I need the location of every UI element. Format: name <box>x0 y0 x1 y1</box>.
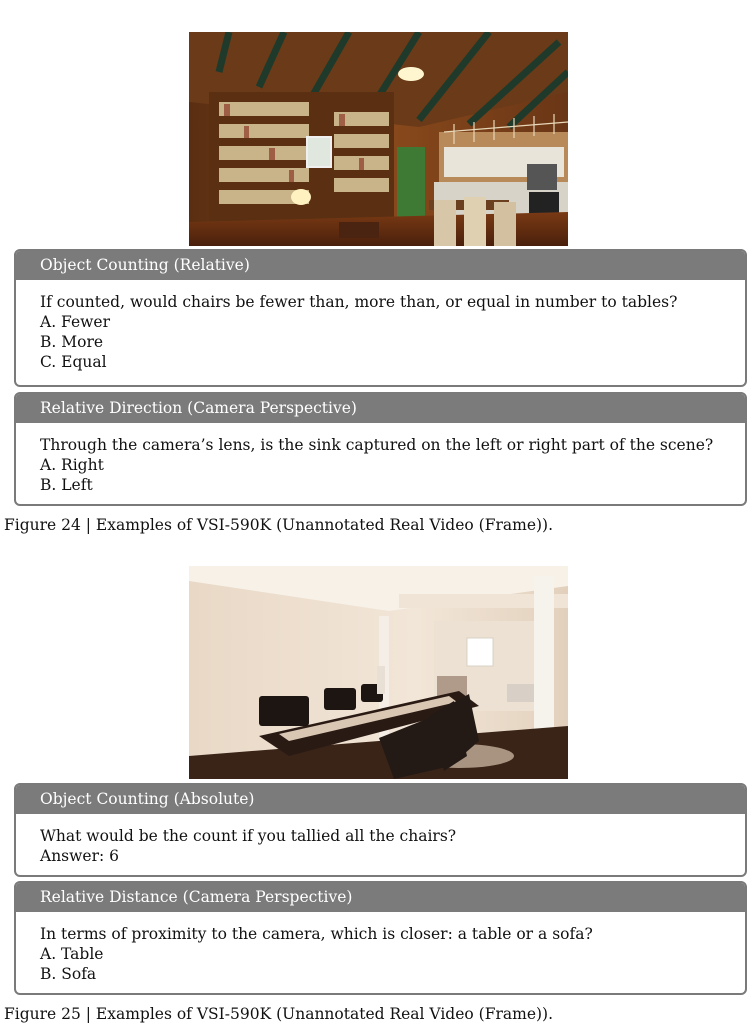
box-body <box>16 814 745 866</box>
question-text: What would be the count if you tallied all the chairs? <box>40 827 457 845</box>
dining-room-photo <box>189 566 568 779</box>
object-counting-absolute-box <box>14 783 747 877</box>
question-text: Through the camera’s lens, is the sink captured on the left or right part of the scene? <box>40 436 714 454</box>
option-a: A. Fewer <box>40 313 110 331</box>
box-body <box>16 280 745 372</box>
box-body <box>16 423 745 495</box>
figure-25-caption: Figure 25 | Examples of VSI-590K (Unannotated Real Video (Frame)). <box>4 1005 554 1023</box>
object-counting-relative-box <box>14 249 747 387</box>
box-title: Object Counting (Relative) <box>16 251 745 280</box>
relative-direction-box <box>14 392 747 506</box>
question-text: In terms of proximity to the camera, which is closer: a table or a sofa? <box>40 925 593 943</box>
option-a: A. Table <box>40 945 104 963</box>
option-b: B. Left <box>40 476 93 494</box>
box-title: Relative Direction (Camera Perspective) <box>16 394 745 423</box>
option-b: B. Sofa <box>40 965 97 983</box>
answer-text: Answer: 6 <box>40 847 119 865</box>
box-title: Object Counting (Absolute) <box>16 785 745 814</box>
box-body <box>16 912 745 984</box>
cabin-interior-library-kitchen-photo <box>189 32 568 246</box>
box-title: Relative Distance (Camera Perspective) <box>16 883 745 912</box>
figure-24-caption: Figure 24 | Examples of VSI-590K (Unannotated Real Video (Frame)). <box>4 516 554 534</box>
option-a: A. Right <box>40 456 104 474</box>
relative-distance-box <box>14 881 747 995</box>
question-text: If counted, would chairs be fewer than, more than, or equal in number to tables? <box>40 293 678 311</box>
option-c: C. Equal <box>40 353 107 371</box>
option-b: B. More <box>40 333 104 351</box>
